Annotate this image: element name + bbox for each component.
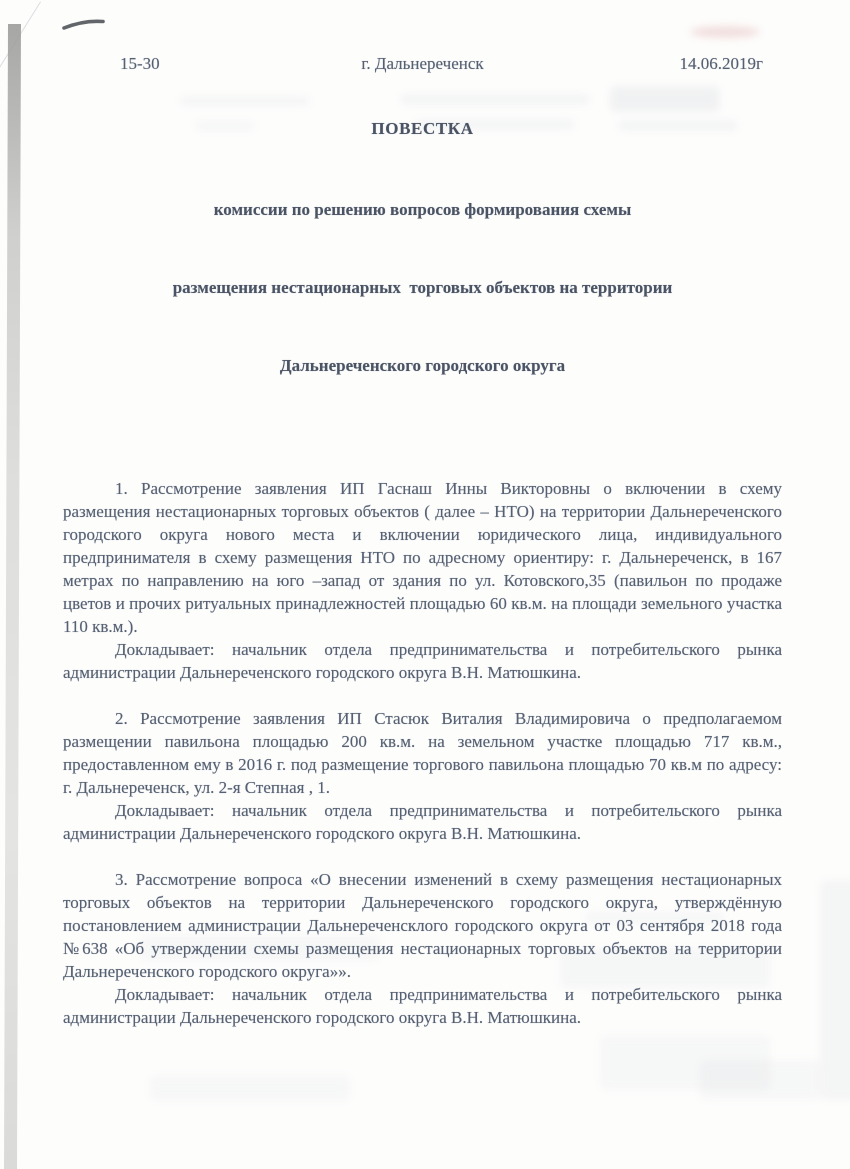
agenda-item-text: 2. Рассмотрение заявления ИП Стасюк Виталия Владимировича о предполагаемом размещении павильона площадью 200 кв.м. на земельном участке площадью 717 кв.м., предоставленном ему в 2016 г. под размещение торгового павильона площадью 70 кв.м по адресу: г. Дальнереченск, ул. 2-я Степная , 1. xyxy=(63,709,782,797)
agenda-item-3 xyxy=(63,868,782,1029)
scanner-edge-shadow xyxy=(4,24,21,1169)
agenda-item-text: 1. Рассмотрение заявления ИП Гаснаш Инны Викторовны о включении в схему размещения нестационарных торговых объектов ( далее – НТО) на территории Дальнереченского городского округа нового места и включении юридического лица, индивидуального предпринимателя в схему размещения НТО по адресному ориентиру: г. Дальнереченск, в 167 метрах по направлению на юго –запад от здания по ул. Котовского,35 (павильон по продаже цветов и прочих ритуальных принадлежностей площадью 60 кв.м. на площади земельного участка 110 кв.м.). xyxy=(63,479,782,636)
page-edge-shadow xyxy=(820,880,850,1100)
agenda-item-speaker: Докладывает: начальник отдела предпринимательства и потребительского рынка администрации Дальнереченского городского округа В.Н. Матюшкина. xyxy=(63,985,782,1027)
bleed-through-artifact xyxy=(150,1075,350,1101)
bleed-through-artifact xyxy=(700,1060,820,1100)
meeting-time: 15-30 xyxy=(120,54,160,73)
subtitle-line: Дальнереченского городского округа xyxy=(279,356,566,375)
agenda-item-speaker: Докладывает: начальник отдела предпринимательства и потребительского рынка администрации Дальнереченского городского округа В.Н. Матюшкина. xyxy=(63,640,782,682)
agenda-item-1 xyxy=(63,477,782,684)
document-subtitle xyxy=(63,145,782,431)
document-header xyxy=(63,54,782,76)
meeting-place: г. Дальнереченск xyxy=(361,54,484,73)
meeting-date: 14.06.2019г xyxy=(679,54,763,73)
agenda-item-2 xyxy=(63,707,782,845)
document-title: ПОВЕСТКА xyxy=(371,119,474,138)
subtitle-line: размещения нестационарных торговых объектов на территории xyxy=(172,278,673,297)
agenda-item-text: 3. Рассмотрение вопроса «О внесении изменений в схему размещения нестационарных торговых объектов на территории Дальнереченского городского округа, утверждённую постановлением администрации Дальнереченсклого городского округа от 03 сентября 2018 года №638 «Об утверждении схемы размещения нестационарных торговых объектов на территории Дальнереченского городского округа»». xyxy=(63,870,782,981)
subtitle-line: комиссии по решению вопросов формирования схемы xyxy=(213,200,632,219)
agenda-item-speaker: Докладывает: начальник отдела предпринимательства и потребительского рынка администрации Дальнереченского городского округа В.Н. Матюшкина. xyxy=(63,801,782,843)
document-body xyxy=(63,0,782,1029)
agenda-list xyxy=(63,477,782,1029)
